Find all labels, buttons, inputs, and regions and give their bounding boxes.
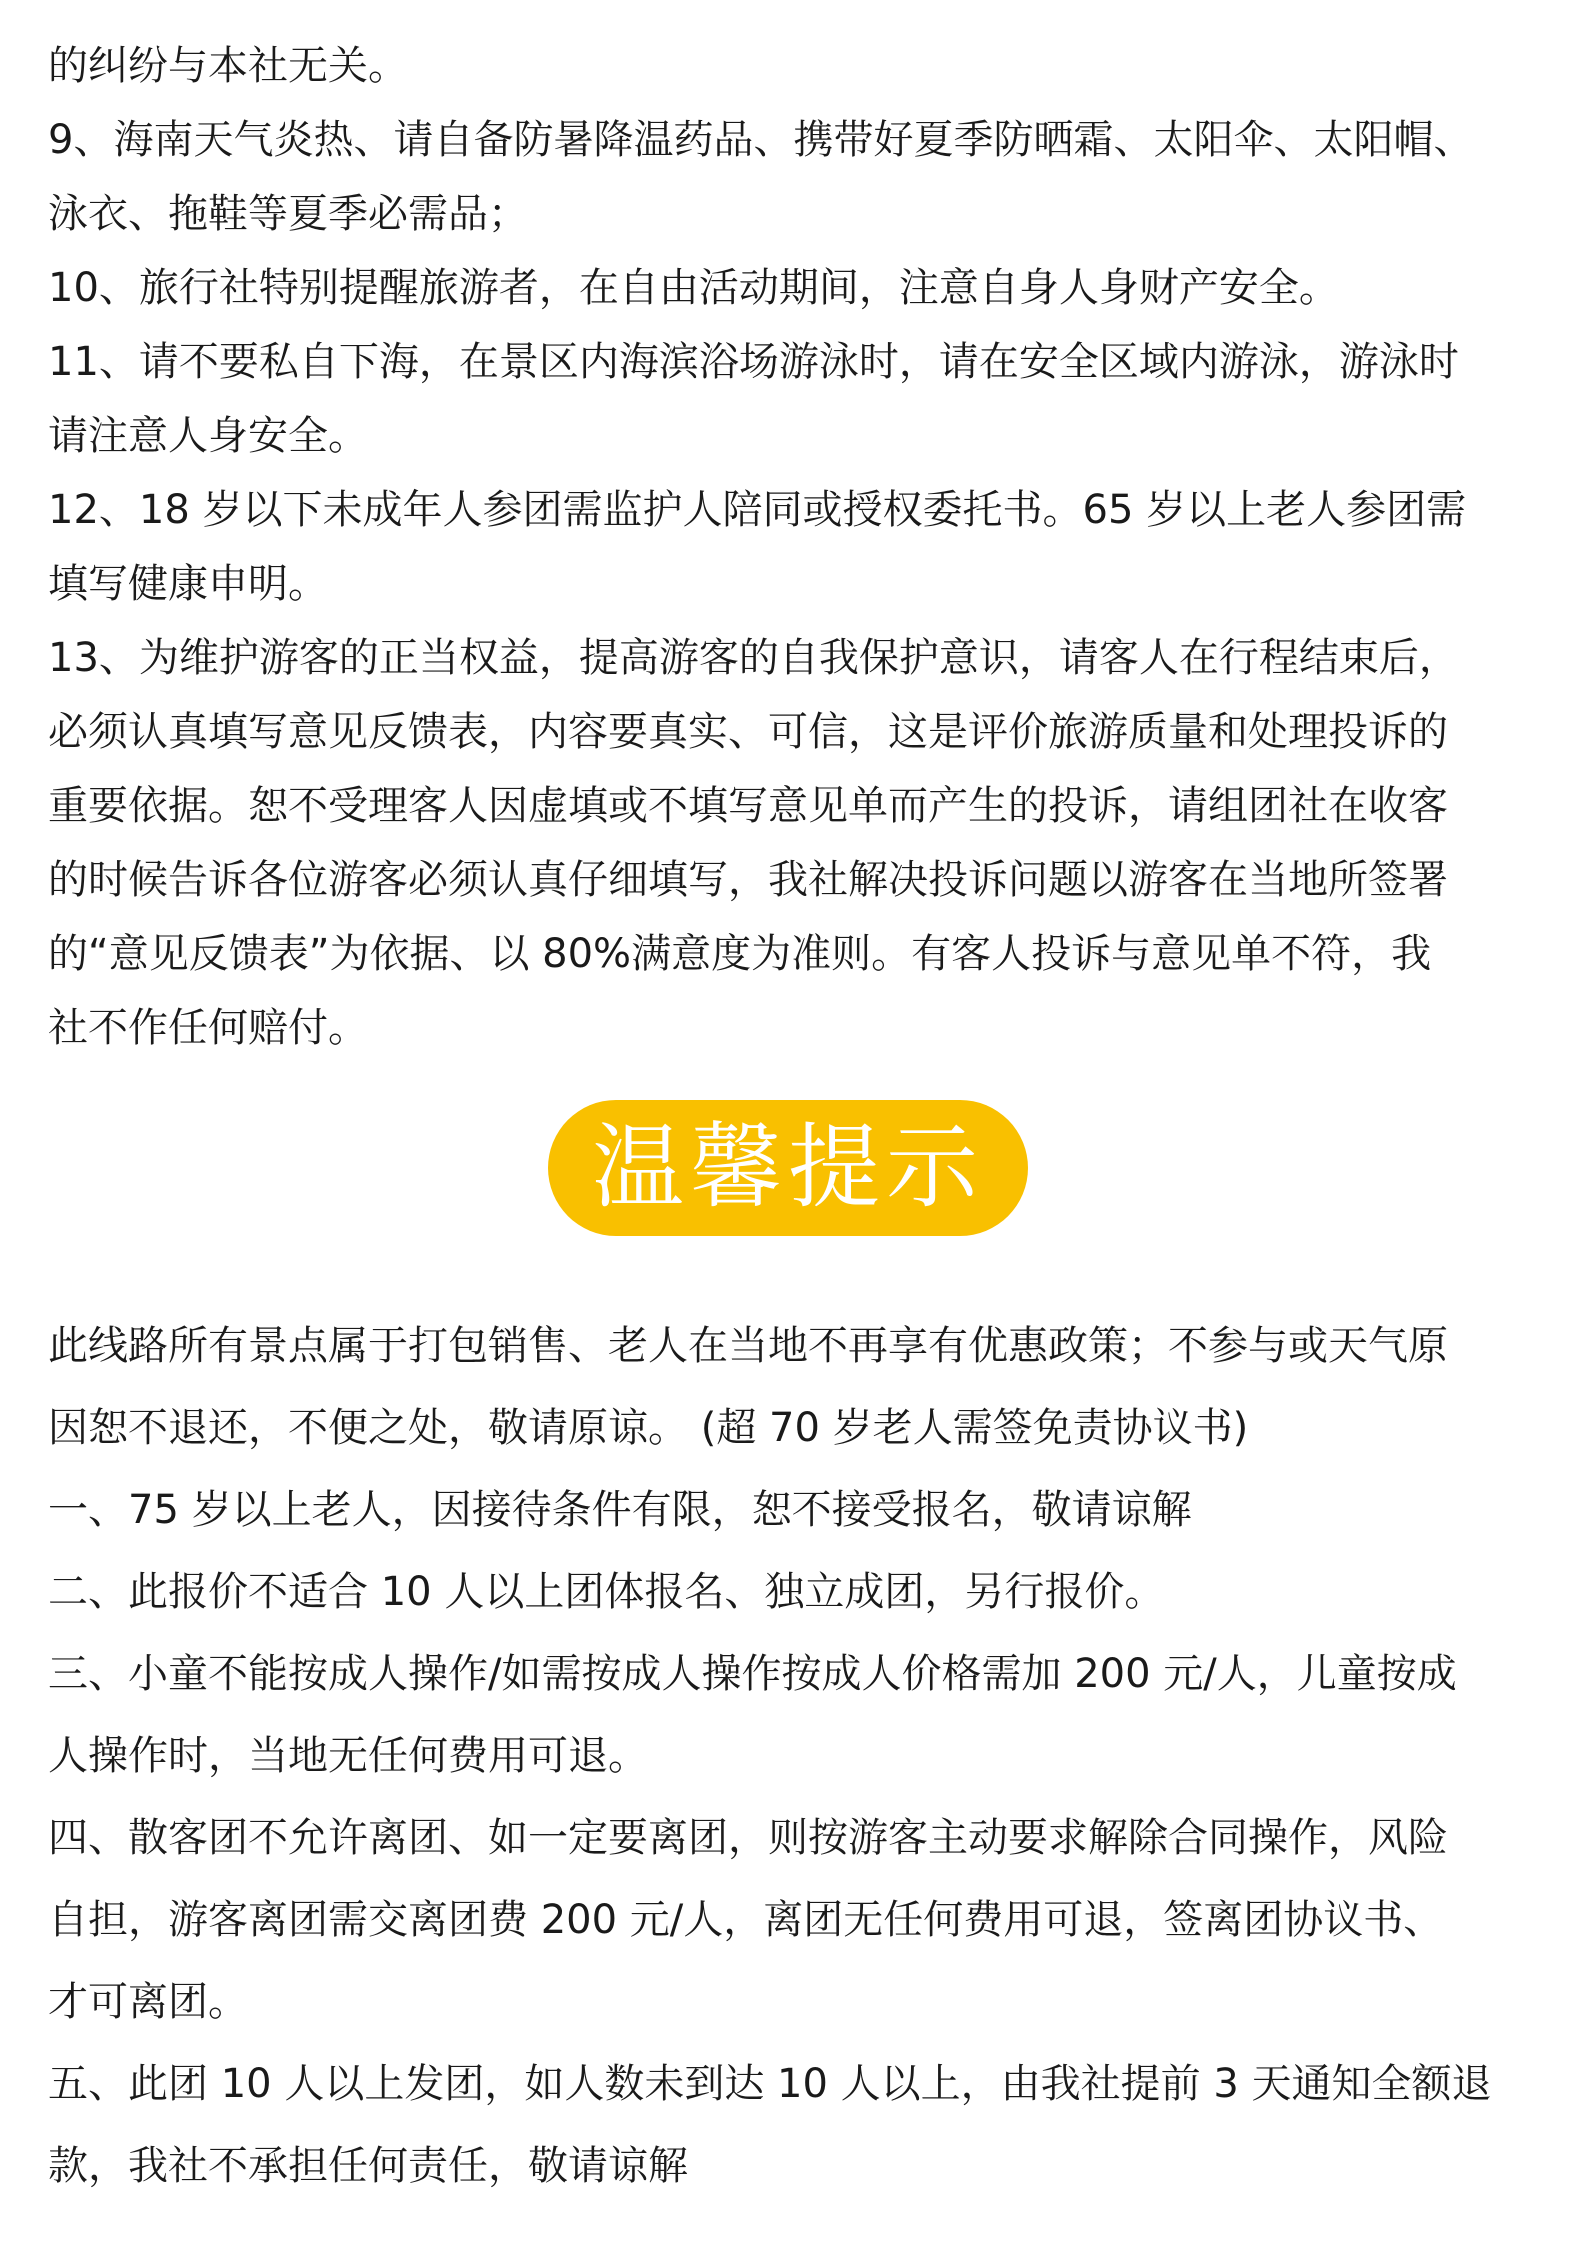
notes-top-line: 必须认真填写意见反馈表，内容要真实、可信，这是评价旅游质量和处理投诉的 — [48, 709, 1448, 755]
notes-bottom-line: 二、此报价不适合 10 人以上团体报名、独立成团，另行报价。 — [48, 1569, 1165, 1615]
tips-title: 温馨提示 — [591, 1114, 984, 1221]
notes-top-line: 9、海南天气炎热、请自备防暑降温药品、携带好夏季防晒霜、太阳伞、太阳帽、 — [48, 117, 1474, 163]
notes-bottom-line: 才可离团。 — [48, 1979, 248, 2025]
notes-top-line: 填写健康申明。 — [48, 561, 328, 607]
notes-top-line: 12、18 岁以下未成年人参团需监护人陪同或授权委托书。65 岁以上老人参团需 — [48, 487, 1467, 533]
notes-top-line: 13、为维护游客的正当权益，提高游客的自我保护意识，请客人在行程结束后， — [48, 635, 1459, 681]
notes-bottom-line: 款，我社不承担任何责任，敬请谅解 — [48, 2143, 688, 2189]
notes-bottom-line: 四、散客团不允许离团、如一定要离团，则按游客主动要求解除合同操作，风险 — [48, 1815, 1448, 1861]
tips-title-badge — [548, 1100, 1028, 1236]
notes-bottom-line: 因恕不退还，不便之处，敬请原谅。 (超 70 岁老人需签免责协议书) — [48, 1405, 1249, 1451]
notes-top-line: 10、旅行社特别提醒旅游者，在自由活动期间，注意自身人身财产安全。 — [48, 265, 1339, 311]
notes-top-line: 的纠纷与本社无关。 — [48, 43, 408, 89]
notes-bottom-line: 此线路所有景点属于打包销售、老人在当地不再享有优惠政策；不参与或天气原 — [48, 1323, 1448, 1369]
notes-top-line: 泳衣、拖鞋等夏季必需品； — [48, 191, 528, 237]
notes-top-line: 社不作任何赔付。 — [48, 1005, 368, 1051]
notes-bottom-line: 自担，游客离团需交离团费 200 元/人，离团无任何费用可退，签离团协议书、 — [48, 1897, 1444, 1943]
notes-top-line: 的时候告诉各位游客必须认真仔细填写，我社解决投诉问题以游客在当地所签署 — [48, 857, 1448, 903]
notes-bottom-line: 人操作时，当地无任何费用可退。 — [48, 1733, 648, 1779]
notes-bottom-line: 一、75 岁以上老人，因接待条件有限，恕不接受报名，敬请谅解 — [48, 1487, 1192, 1533]
notes-top-line: 请注意人身安全。 — [48, 413, 368, 459]
notes-top-line: 重要依据。恕不受理客人因虚填或不填写意见单而产生的投诉，请组团社在收客 — [48, 783, 1448, 829]
notes-top-line: 的“意见反馈表”为依据、以 80%满意度为准则。有客人投诉与意见单不符，我 — [48, 931, 1432, 977]
notes-bottom-line: 五、此团 10 人以上发团，如人数未到达 10 人以上，由我社提前 3 天通知全额退 — [48, 2061, 1492, 2107]
notes-top-line: 11、请不要私自下海，在景区内海滨浴场游泳时，请在安全区域内游泳，游泳时 — [48, 339, 1459, 385]
notes-bottom-line: 三、小童不能按成人操作/如需按成人操作按成人价格需加 200 元/人，儿童按成 — [48, 1651, 1457, 1697]
